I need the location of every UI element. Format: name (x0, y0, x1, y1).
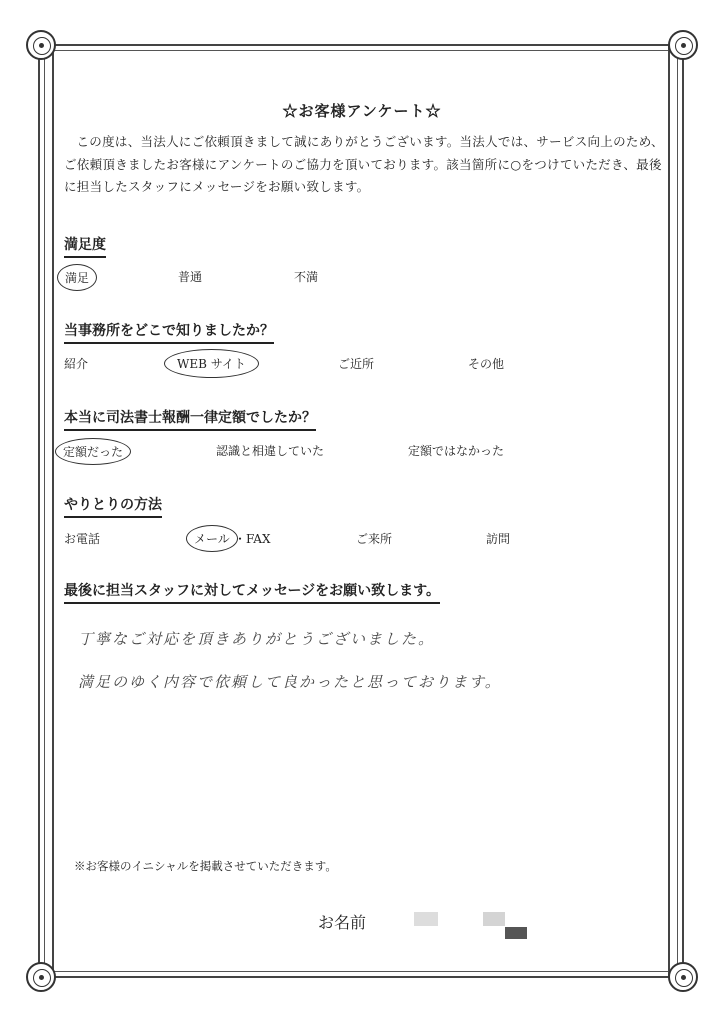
redacted-name-block (483, 912, 505, 926)
corner-ornament-icon (668, 962, 698, 992)
corner-ornament-icon (26, 30, 56, 60)
contact-option-visit-office[interactable]: ご来所 (356, 532, 393, 546)
corner-ornament-icon (26, 962, 56, 992)
source-heading: 当事務所をどこで知りましたか？ (64, 320, 274, 344)
handwritten-message-line: 満足のゆく内容で依頼して良かったと思っております。 (78, 673, 502, 691)
satisfaction-option-satisfied[interactable]: 満足 (57, 264, 97, 291)
satisfaction-option-unsatisfied[interactable]: 不満 (294, 270, 319, 284)
initials-note: ※お客様のイニシャルを掲載させていただきます。 (74, 859, 337, 873)
message-heading: 最後に担当スタッフに対してメッセージをお願い致します。 (64, 580, 440, 604)
corner-ornament-icon (668, 30, 698, 60)
fee-option-fixed[interactable]: 定額だった (55, 438, 131, 465)
redacted-name-block (414, 912, 438, 926)
contact-option-home-visit[interactable]: 訪問 (486, 532, 511, 546)
redacted-name-block (505, 927, 527, 939)
border-rule-left (52, 44, 54, 978)
border-rule-right (668, 44, 670, 978)
contact-option-email[interactable]: メール (186, 525, 238, 552)
contact-option-fax[interactable]: ・FAX (234, 532, 271, 546)
source-option-website[interactable]: WEB サイト (164, 349, 259, 378)
fee-option-differed[interactable]: 認識と相違していた (216, 444, 325, 458)
fee-heading: 本当に司法書士報酬一律定額でしたか？ (64, 407, 316, 431)
satisfaction-heading: 満足度 (64, 234, 106, 258)
contact-heading: やりとりの方法 (64, 494, 162, 518)
handwritten-message-line: 丁寧なご対応を頂きありがとうございました。 (78, 630, 436, 648)
survey-intro: この度は、当法人にご依頼頂きまして誠にありがとうございます。当法人では、サービス向上のため、ご依頼頂きましたお客様にアンケートのご協力を頂いております。該当箇所に○をつけていただき、最後に担当したスタッフにメッセージをお願い致します。 (64, 134, 664, 194)
source-option-neighborhood[interactable]: ご近所 (338, 357, 375, 371)
source-option-other[interactable]: その他 (468, 357, 505, 371)
name-label: お名前 (318, 913, 367, 932)
source-option-referral[interactable]: 紹介 (64, 357, 89, 371)
satisfaction-option-normal[interactable]: 普通 (178, 270, 203, 284)
survey-title: ☆お客様アンケート☆ (282, 102, 442, 120)
fee-option-not-fixed[interactable]: 定額ではなかった (408, 444, 505, 458)
contact-option-phone[interactable]: お電話 (64, 532, 101, 546)
